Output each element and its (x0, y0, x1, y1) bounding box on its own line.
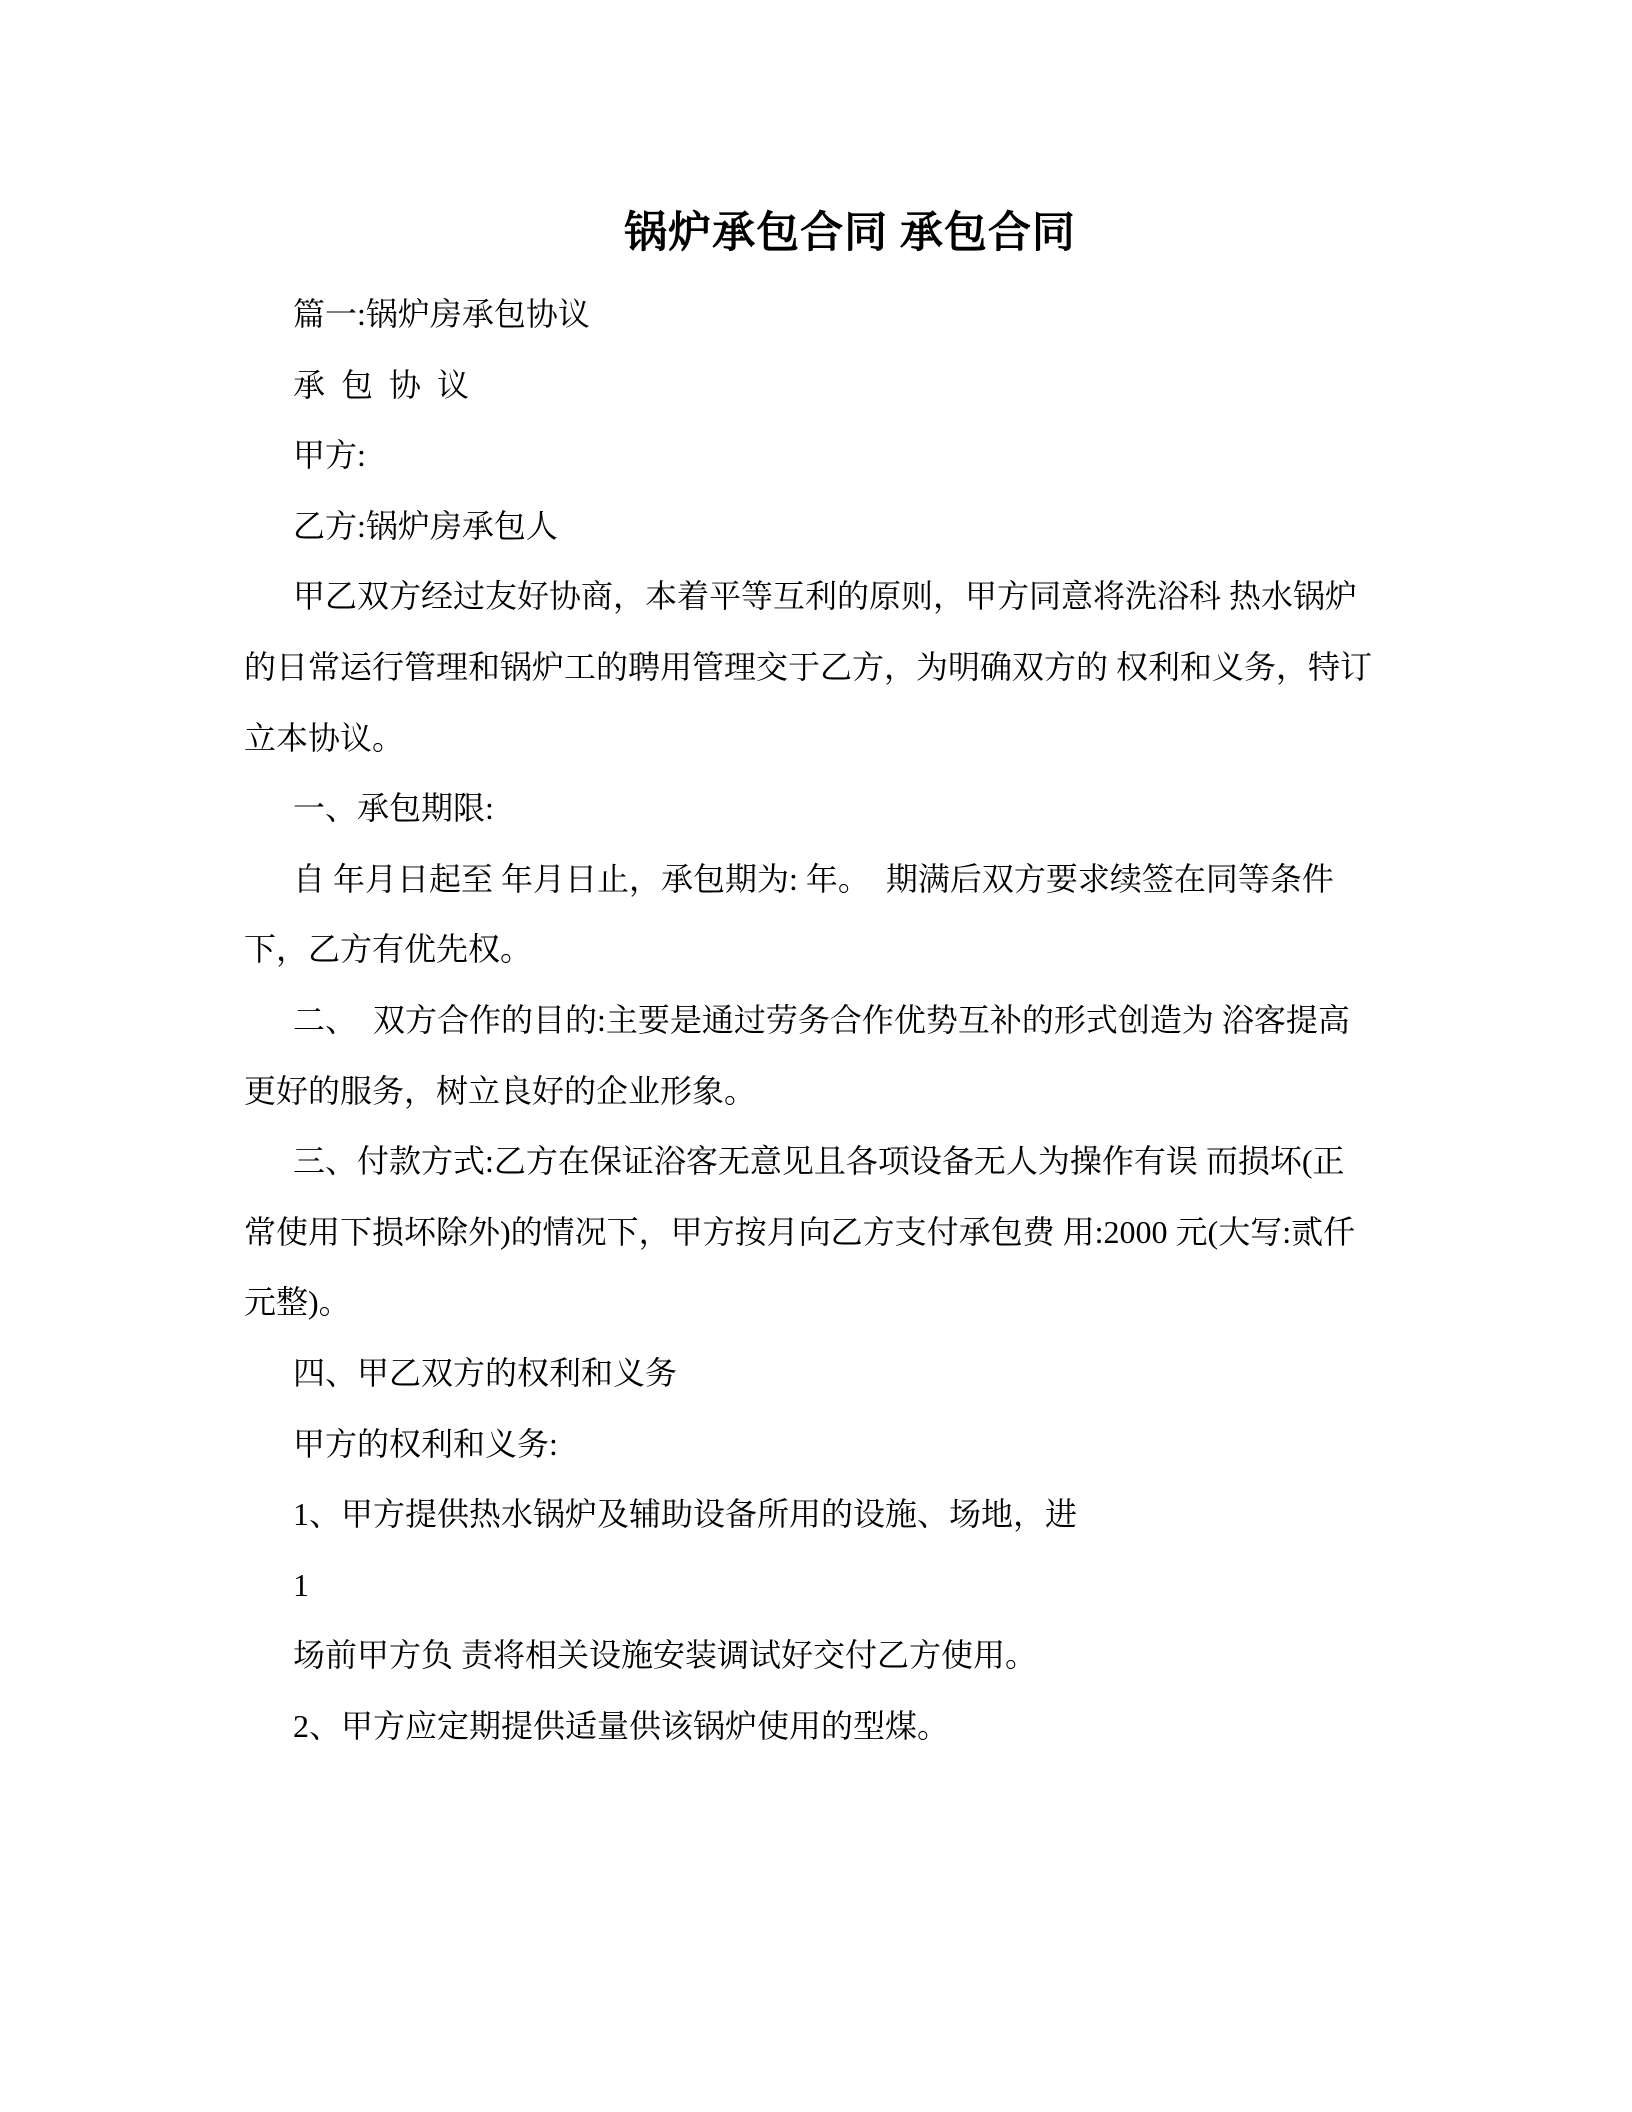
document-line: 乙方:锅炉房承包人 (293, 507, 558, 544)
document-line: 四、甲乙双方的权利和义务 (293, 1354, 678, 1391)
document-line: 甲方: (293, 437, 366, 474)
document-line: 下，乙方有优先权。 (244, 931, 533, 968)
document-line: 立本协议。 (244, 719, 405, 756)
document-line: 元整)。 (244, 1284, 351, 1321)
document-line: 更好的服务，树立良好的企业形象。 (244, 1072, 757, 1109)
document-line: 2、甲方应定期提供适量供该锅炉使用的型煤。 (293, 1707, 950, 1744)
document-body (244, 279, 1424, 1761)
document-line: 承 包 协 议 (293, 366, 470, 403)
document-line: 三、付款方式:乙方在保证浴客无意见且各项设备无人为操作有误 而损坏(正 (293, 1143, 1345, 1180)
document-line: 1 (293, 1566, 309, 1603)
document-title: 锅炉承包合同 承包合同 (624, 210, 1076, 257)
document-line: 常使用下损坏除外)的情况下，甲方按月向乙方支付承包费 用:2000 元(大写:贰仟 (244, 1213, 1356, 1250)
document-line: 篇一:锅炉房承包协议 (293, 296, 590, 332)
document-line: 一、承包期限: (293, 790, 494, 827)
document-line: 1、甲方提供热水锅炉及辅助设备所用的设施、场地，进 (293, 1496, 1078, 1533)
document-line: 二、 双方合作的目的:主要是通过劳务合作优势互补的形式创造为 浴客提高 (293, 1001, 1350, 1038)
document-line: 甲乙双方经过友好协商，本着平等互利的原则，甲方同意将洗浴科 热水锅炉 (293, 578, 1358, 615)
document-line: 自 年月日起至 年月日止，承包期为: 年。 期满后双方要求续签在同等条件 (293, 860, 1334, 897)
document-line: 甲方的权利和义务: (293, 1425, 558, 1462)
document-line: 的日常运行管理和锅炉工的聘用管理交于乙方，为明确双方的 权利和义务，特订 (244, 648, 1373, 685)
document-line: 场前甲方负 责将相关设施安装调试好交付乙方使用。 (293, 1637, 1038, 1674)
